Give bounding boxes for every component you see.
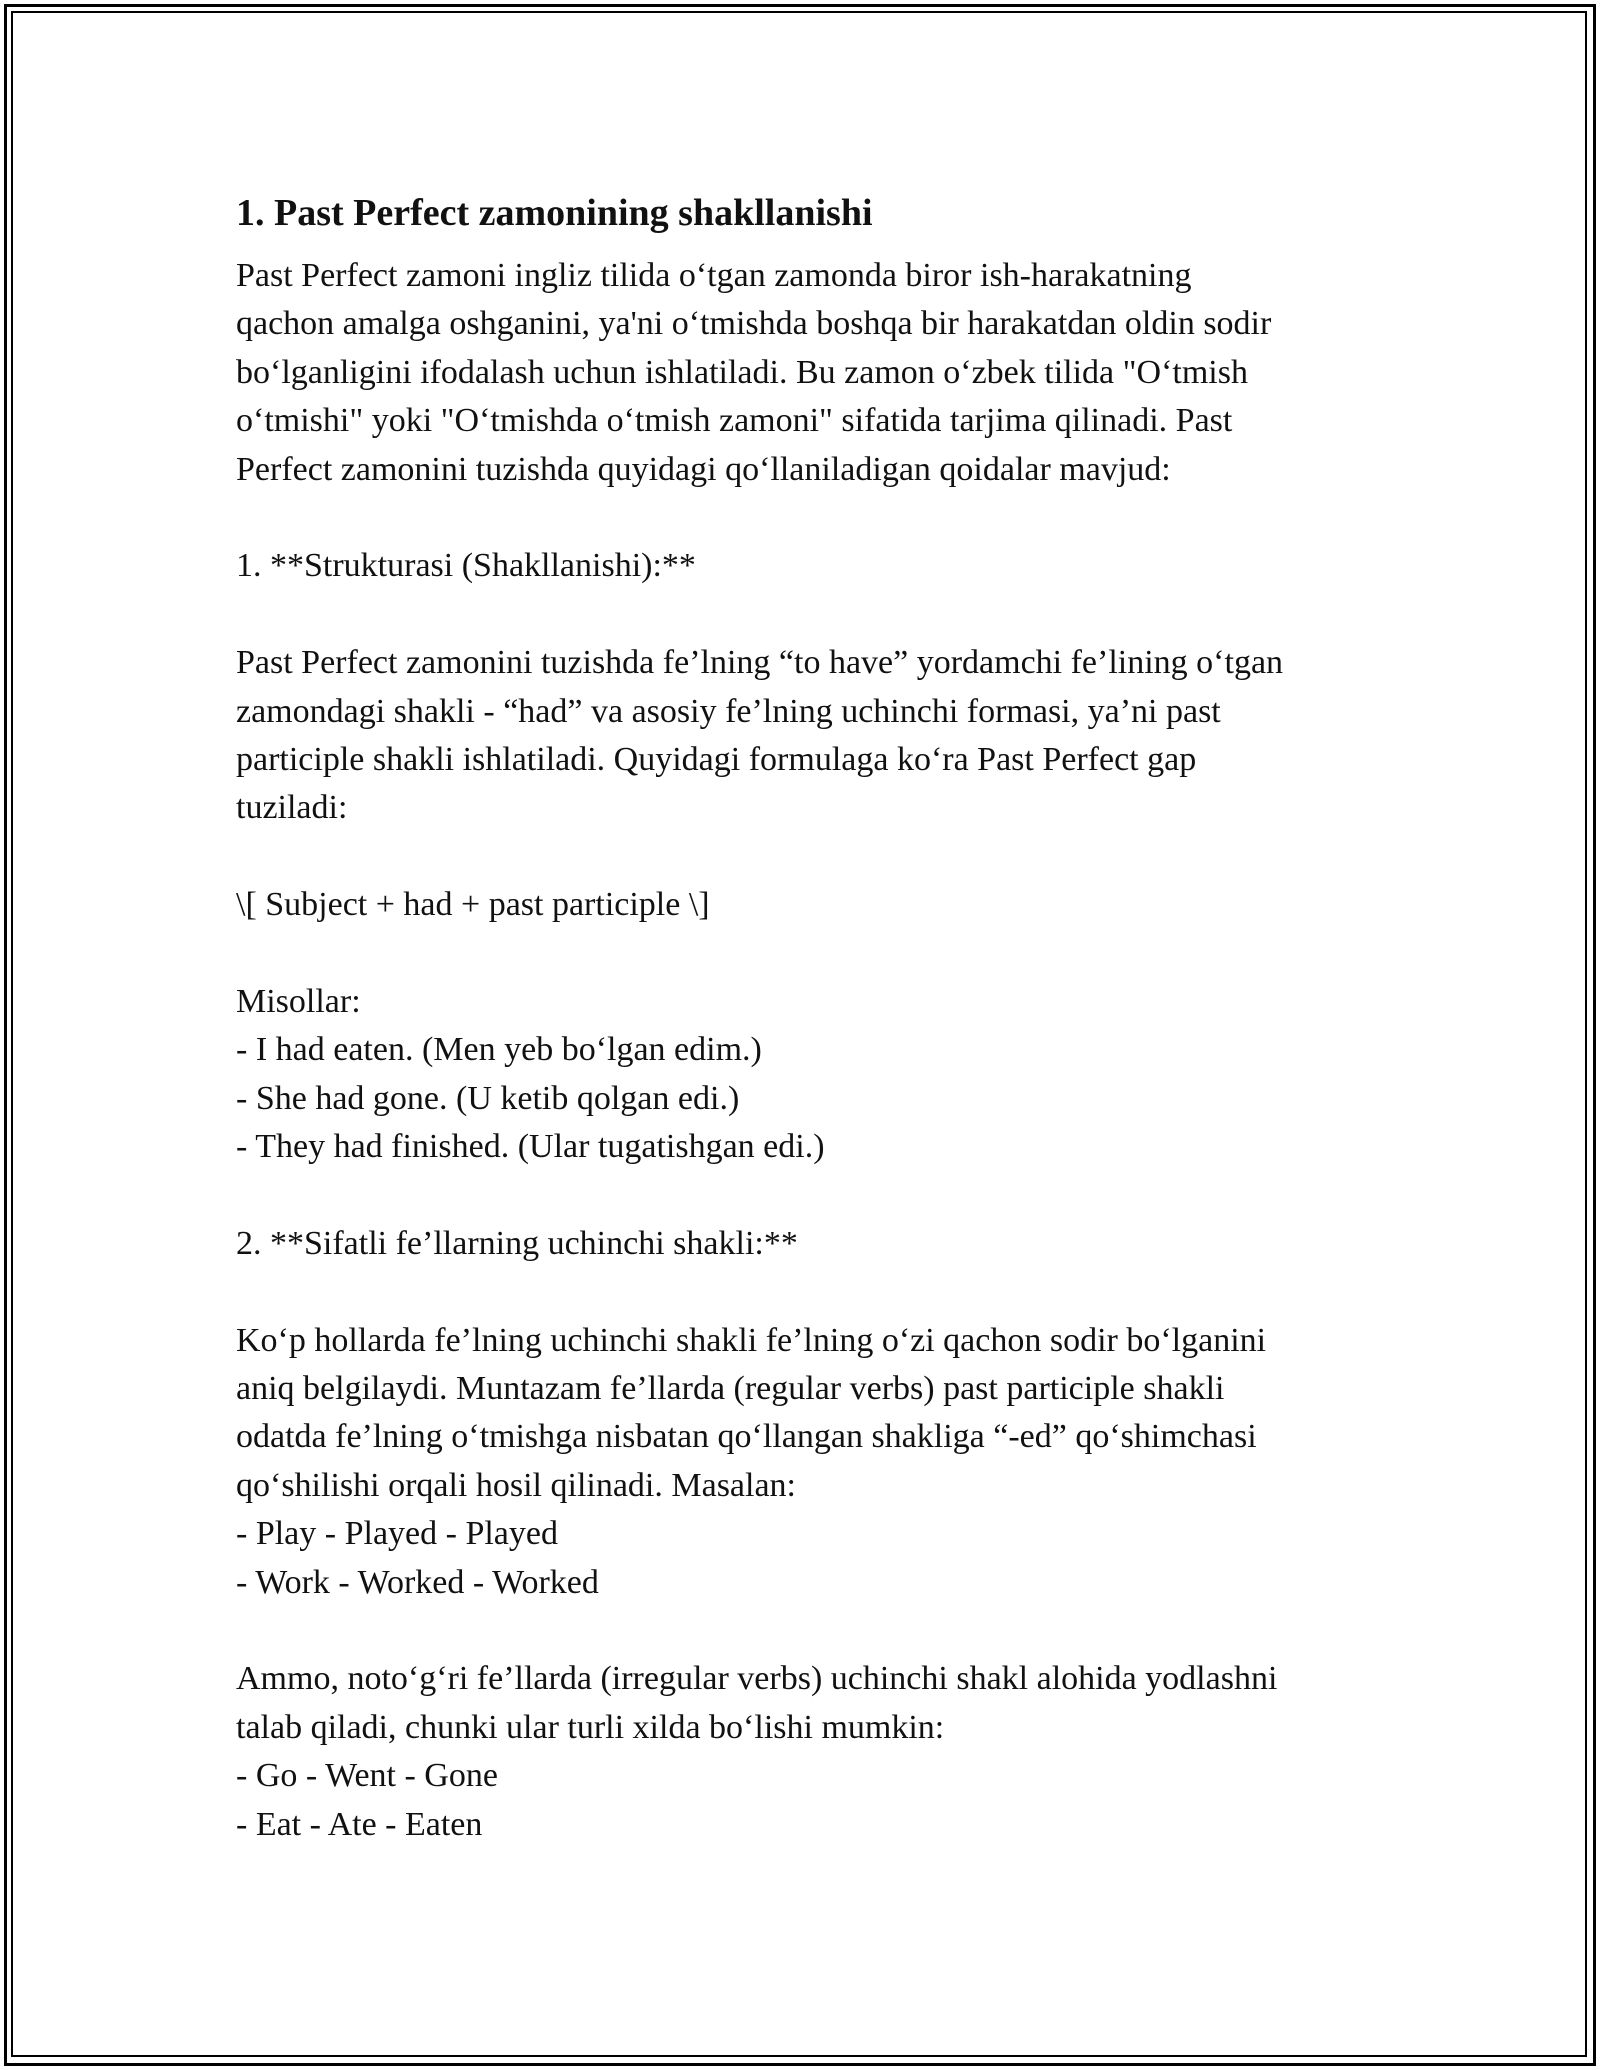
text-line: odatda fe’lning o‘tmishga nisbatan qo‘llangan shakliga “-ed” qo‘shimchasi (236, 1418, 1257, 1456)
text-line: o‘tmishi" yoki "O‘tmishda o‘tmish zamoni" sifatida tarjima qilinadi. Past (236, 402, 1233, 440)
document-title: 1. Past Perfect zamonining shakllanishi (236, 192, 873, 234)
text-line: Past Perfect zamoni ingliz tilida o‘tgan zamonda biror ish-harakatning (236, 257, 1192, 294)
text-line: tuziladi: (236, 789, 348, 827)
text-line: Perfect zamonini tuzishda quyidagi qo‘llaniladigan qoidalar mavjud: (236, 450, 1171, 488)
text-line: qo‘shilishi orqali hosil qilinadi. Masalan: (236, 1466, 797, 1504)
text-line: talab qiladi, chunki ular turli xilda bo‘lishi mumkin: (236, 1708, 945, 1746)
text-line: participle shakli ishlatiladi. Quyidagi formulaga ko‘ra Past Perfect gap (236, 740, 1197, 778)
text-line: aniq belgilaydi. Muntazam fe’llarda (regular verbs) past participle shakli (236, 1369, 1225, 1407)
section-2-paragraph (236, 1317, 1386, 1607)
list-item: - Work - Worked - Worked (236, 1563, 599, 1601)
list-item: - Play - Played - Played (236, 1515, 558, 1553)
example-item: - I had eaten. (Men yeb bo‘lgan edim.) (236, 1031, 762, 1069)
text-line: Past Perfect zamonini tuzishda fe’lning “to have” yordamchi fe’lining o‘tgan (236, 644, 1284, 682)
section-1-paragraph (236, 639, 1386, 833)
formula: \[ Subject + had + past participle \] (236, 886, 710, 924)
text-line: bo‘lganligini ifodalash uchun ishlatiladi. Bu zamon o‘zbek tilida "O‘tmish (236, 353, 1248, 391)
document-page (236, 186, 1386, 1849)
list-item: - Eat - Ate - Eaten (236, 1805, 483, 1843)
text-line: Ko‘p hollarda fe’lning uchinchi shakli fe’lning o‘zi qachon sodir bo‘lganini (236, 1321, 1267, 1359)
text-line: qachon amalga oshganini, ya'ni o‘tmishda boshqa bir harakatdan oldin sodir (236, 305, 1272, 343)
text-line: Ammo, noto‘g‘ri fe’llarda (irregular verbs) uchinchi shakl alohida yodlashni (236, 1660, 1278, 1698)
example-item: - She had gone. (U ketib qolgan edi.) (236, 1079, 740, 1117)
text-line: zamondagi shakli - “had” va asosiy fe’lning uchinchi formasi, ya’ni past (236, 692, 1221, 730)
intro-paragraph (236, 252, 1386, 494)
section-3-paragraph (236, 1655, 1386, 1849)
list-item: - Go - Went - Gone (236, 1757, 498, 1795)
example-item: - They had finished. (Ular tugatishgan edi.) (236, 1128, 825, 1166)
examples-block (236, 978, 1386, 1172)
document-body (236, 252, 1386, 1849)
section-2-heading: 2. **Sifatli fe’llarning uchinchi shakli:** (236, 1224, 798, 1262)
examples-label: Misollar: (236, 982, 361, 1020)
section-1-heading: 1. **Strukturasi (Shakllanishi):** (236, 547, 696, 585)
